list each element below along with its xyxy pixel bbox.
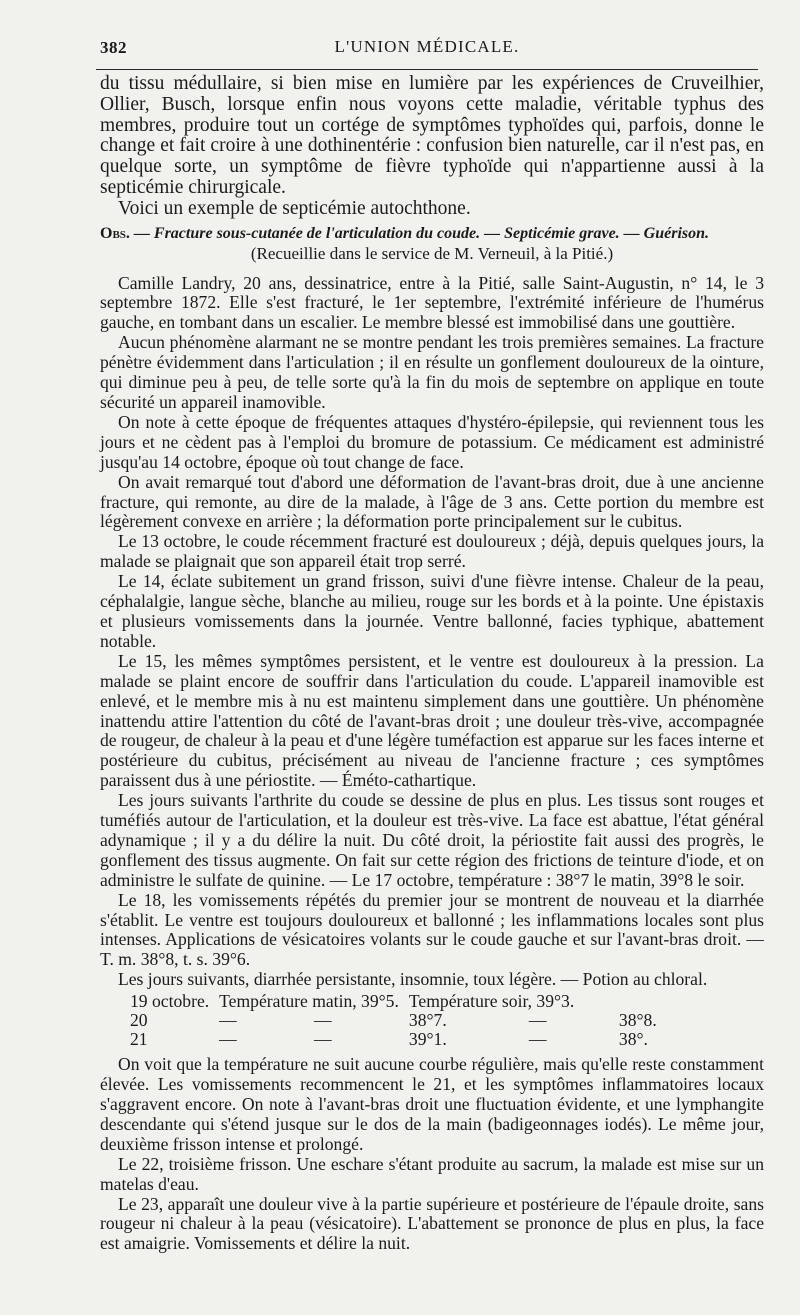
temperature-cell: 20 — [130, 1010, 148, 1031]
case-paragraph: Aucun phénomène alarmant ne se montre pendant les trois premières semaines. La fracture pénètre évidemment dans l'articulation ; il en résulte un gonflement douloureux de la ointure, qui diminue peu à peu, de telle sorte qu'à la fin du mois de septembre on applique en toute sécurité un appareil inamovible. — [100, 332, 764, 413]
temperature-cell: — — [219, 1029, 237, 1050]
case-paragraph: Le 14, éclate subitement un grand frisson, suivi d'une fièvre intense. Chaleur de la peau, céphalalgie, langue sèche, blanche au milieu, rouge sur les bords et à la pointe. Une épistaxis et plusieurs vomissements dans la journée. Ventre ballonné, facies typhique, abattement notable. — [100, 571, 764, 651]
observation-title: — Fracture sous-cutanée de l'articulation du coude. — Septicémie grave. — Guérison. — [129, 224, 710, 242]
example-line: Voici un exemple de septicémie autochthone. — [118, 197, 471, 219]
temperature-cell: — — [314, 1010, 332, 1031]
running-title: L'UNION MÉDICALE. — [334, 37, 520, 56]
observation-heading — [100, 224, 764, 244]
temperature-cell: — — [528, 1010, 547, 1031]
case-paragraph: Les jours suivants, diarrhée persistante, insomnie, toux légère. — Potion au chloral. — [118, 969, 708, 990]
temperature-cell: — — [219, 1010, 237, 1031]
temperature-row — [130, 1011, 667, 1030]
page-header — [96, 30, 758, 66]
case-paragraph: Le 23, apparaît une douleur vive à la partie supérieure et postérieure de l'épaule droite, sans rougeur ni chaleur à la peau (vésicatoire). L'abattement se prononce de plus en plus, la face est amaigrie. Vomissements et délire la nuit. — [100, 1193, 764, 1254]
temperature-cell: 19 octobre. — [130, 991, 210, 1012]
case-paragraph: On voit que la température ne suit aucune courbe régulière, mais qu'elle reste constamment élevée. Les vomissements recommencent le 21, et les symptômes inflammatoires locaux s'aggravent encore. On note à l'avant-bras droit une fluctuation évidente, et une lymphangite descendante qui s'étend jusque sur le dos de la main (badigeonnages iodés). Le même jour, deuxième frisson intense et prolongé. — [100, 1054, 764, 1154]
page-number: 382 — [100, 38, 127, 57]
header-rule — [96, 69, 758, 70]
case-paragraph: On note à cette époque de fréquentes attaques d'hystéro-épilepsie, qui reviennent tous les jours et ne cèdent pas à l'emploi du bromure de potassium. Ce médicament est administré jusqu'au 14 octobre, époque où tout change de face. — [100, 411, 764, 472]
temperature-cell: 38°. — [618, 1029, 648, 1050]
temperature-cell: Température soir, 39°3. — [408, 991, 575, 1012]
case-paragraph: Les jours suivants l'arthrite du coude se dessine de plus en plus. Les tissus sont rouges et tuméfiés autour de l'articulation, et la douleur est très-vive. La face est abattue, l'état général adynamique ; il y a du délire la nuit. Du côté droit, la périostite fait aussi des progrès, le gonflement des tissus augmente. On fait sur cette région des frictions de teinture d'iode, et on administre le sulfate de quinine. — Le 17 octobre, température : 38°7 le matin, 39°8 le soir. — [100, 790, 764, 890]
temperature-row — [130, 1030, 667, 1049]
observation-source: (Recueillie dans le service de M. Verneuil, à la Pitié.) — [250, 243, 614, 263]
case-paragraph: Le 22, troisième frisson. Une eschare s'étant produite au sacrum, la malade est mise sur un matelas d'eau. — [100, 1153, 764, 1194]
temperature-cell: — — [314, 1029, 332, 1050]
temperature-cell: — — [528, 1029, 547, 1050]
temperature-row — [130, 992, 667, 1011]
temperature-cell: Température matin, 39°5. — [219, 991, 399, 1012]
temperature-cell: 21 — [130, 1029, 148, 1050]
body-text — [100, 74, 764, 1254]
case-paragraph: Le 15, les mêmes symptômes persistent, et le ventre est douloureux à la pression. La malade se plaint encore de souffrir dans l'articulation du coude. L'appareil inamovible est enlevé, et le membre mis à nu est maintenu simplement dans une gouttière. Un phénomène inattendu attire l'attention du côté de l'avant-bras droit ; une douleur très-vive, accompagnée de rougeur, de chaleur à la peau et d'une légère tuméfaction est apparue sur les faces interne et postérieure du cubitus, précisément au niveau de l'ancienne fracture ; ces symptômes paraissent dus à une périostite. — Éméto-cathartique. — [100, 650, 764, 791]
intro-paragraph: du tissu médullaire, si bien mise en lumière par les expériences de Cruveilhier, Ollier, Busch, lorsque enfin nous voyons cette maladie, véritable typhus des membres, produire tout un cortége de symptômes typhoïdes qui, parfois, donne le change et fait croire à une dothinentérie : confusion bien naturelle, car il n'est pas, en quelque sorte, un symptôme de fièvre typhoïde qui n'appartienne aussi à la septicémie chirurgicale. — [100, 73, 764, 198]
observation-abbr: Obs. — [100, 224, 130, 242]
temperature-table — [130, 992, 667, 1049]
temperature-cell: 38°7. — [408, 1010, 447, 1031]
case-paragraph: On avait remarqué tout d'abord une déformation de l'avant-bras droit, due à une ancienne fracture, qui remonte, au dire de la malade, à l'âge de 3 ans. Cette portion du membre est légèrement convexe en arrière ; la déformation porte principalement sur le cubitus. — [100, 471, 764, 532]
temperature-cell: 38°8. — [618, 1010, 657, 1031]
case-paragraph: Camille Landry, 20 ans, dessinatrice, entre à la Pitié, salle Saint-Augustin, n° 14, le 3 septembre 1872. Elle s'est fracturé, le 1er septembre, l'extrémité inférieure de l'humérus gauche, en tombant dans un escalier. Le membre blessé est immobilisé dans une gouttière. — [100, 272, 764, 333]
case-paragraph: Le 18, les vomissements répétés du premier jour se montrent de nouveau et la diarrhée s'établit. Le ventre est toujours douloureux et ballonné ; les inflammations locales sont plus intenses. Applications de vésicatoires volants sur le coude gauche et sur l'avant-bras droit. — T. m. 38°8, t. s. 39°6. — [100, 889, 764, 970]
temperature-cell: 39°1. — [408, 1029, 447, 1050]
case-paragraph: Le 13 octobre, le coude récemment fracturé est douloureux ; déjà, depuis quelques jours, la malade se plaignait que son appareil était trop serré. — [100, 531, 764, 572]
